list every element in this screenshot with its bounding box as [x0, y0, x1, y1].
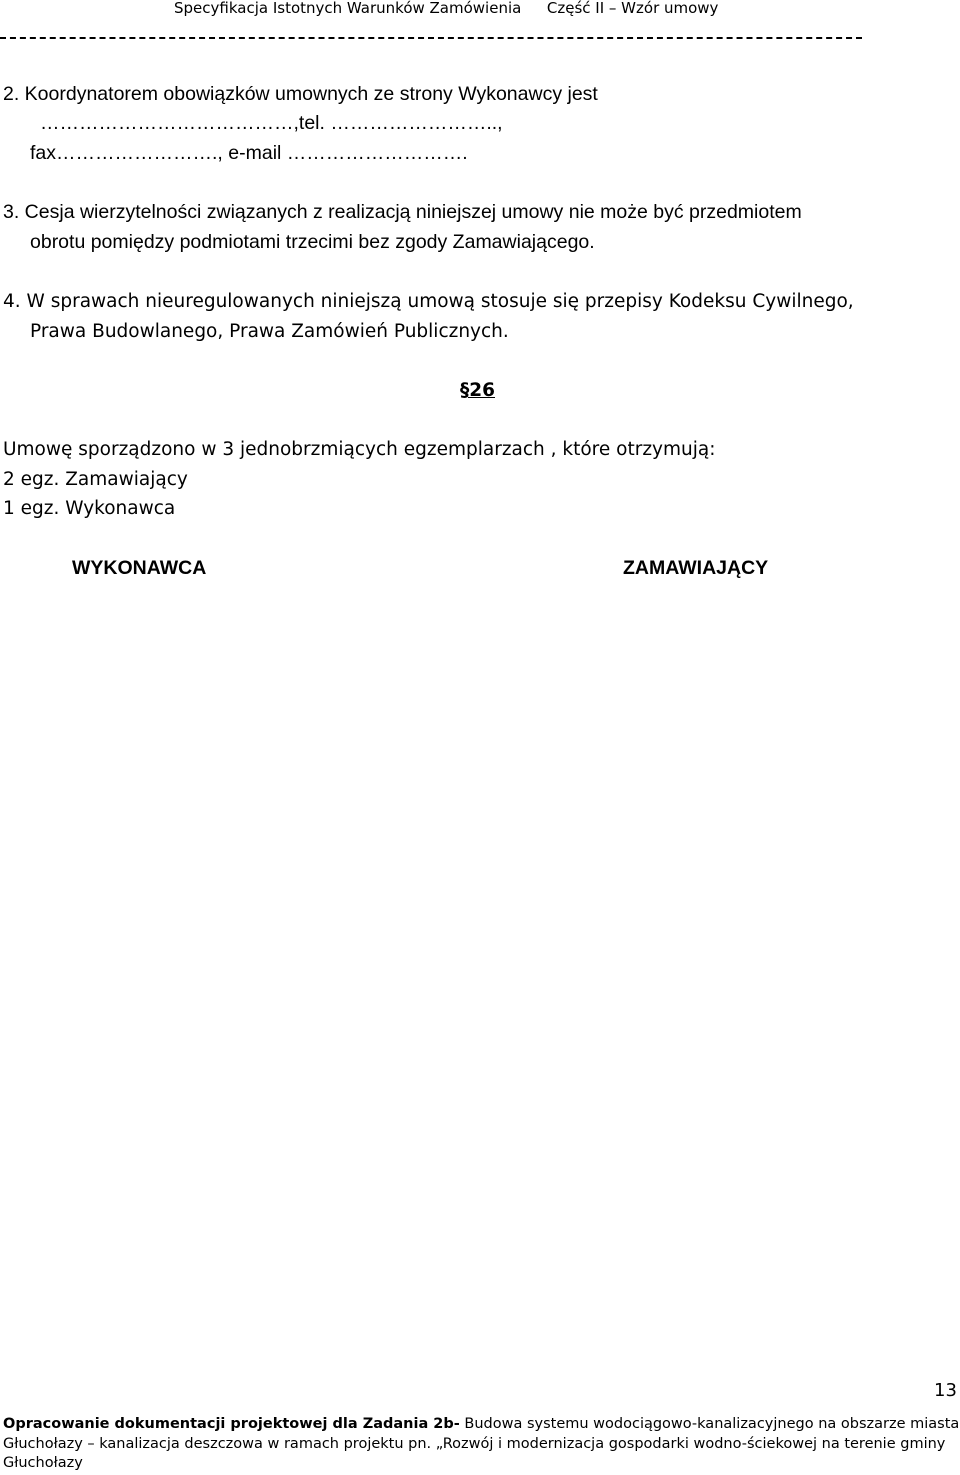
closing-line2: 2 egz. Zamawiający: [3, 469, 188, 490]
footer-line1-bold: Opracowanie dokumentacji projektowej dla Zadania 2b-: [3, 1416, 460, 1432]
item2-line3: fax……………………., e-mail ……………………….: [30, 142, 468, 164]
page-number: 13: [934, 1380, 957, 1401]
header-right: Część II – Wzór umowy: [546, 0, 719, 17]
item4-line2: Prawa Budowlanego, Prawa Zamówień Publicznych.: [30, 321, 509, 342]
footer-line1: [3, 1415, 959, 1434]
signature-contractor: WYKONAWCA: [72, 557, 207, 579]
footer-line2: Głuchołazy – kanalizacja deszczowa w ramach projektu pn. „Rozwój i modernizacja gospodarki wodno-ściekowej na terenie gminy: [3, 1436, 946, 1452]
footer-line3: Głuchołazy: [3, 1455, 83, 1471]
section-heading: §26: [460, 380, 495, 401]
item3-line2: obrotu pomiędzy podmiotami trzecimi bez zgody Zamawiającego.: [30, 231, 595, 253]
item4-line1: 4. W sprawach nieuregulowanych niniejszą umową stosuje się przepisy Kodeksu Cywilnego,: [3, 291, 854, 312]
item2-line2: …………………………………,tel. ……………………..,: [40, 112, 503, 134]
item3-line1: 3. Cesja wierzytelności związanych z realizacją niniejszej umowy nie może być przedmiotem: [3, 201, 802, 223]
header-left: Specyfikacja Istotnych Warunków Zamówienia: [174, 0, 522, 17]
signature-client: ZAMAWIAJĄCY: [623, 557, 769, 579]
header-title: [174, 0, 718, 17]
header-divider: [0, 37, 862, 39]
item2-line1: 2. Koordynatorem obowiązków umownych ze strony Wykonawcy jest: [3, 83, 598, 105]
closing-line1: Umowę sporządzono w 3 jednobrzmiących egzemplarzach , które otrzymują:: [3, 439, 716, 460]
closing-line3: 1 egz. Wykonawca: [3, 498, 176, 519]
footer-line1-rest: Budowa systemu wodociągowo-kanalizacyjnego na obszarze miasta: [459, 1416, 960, 1432]
